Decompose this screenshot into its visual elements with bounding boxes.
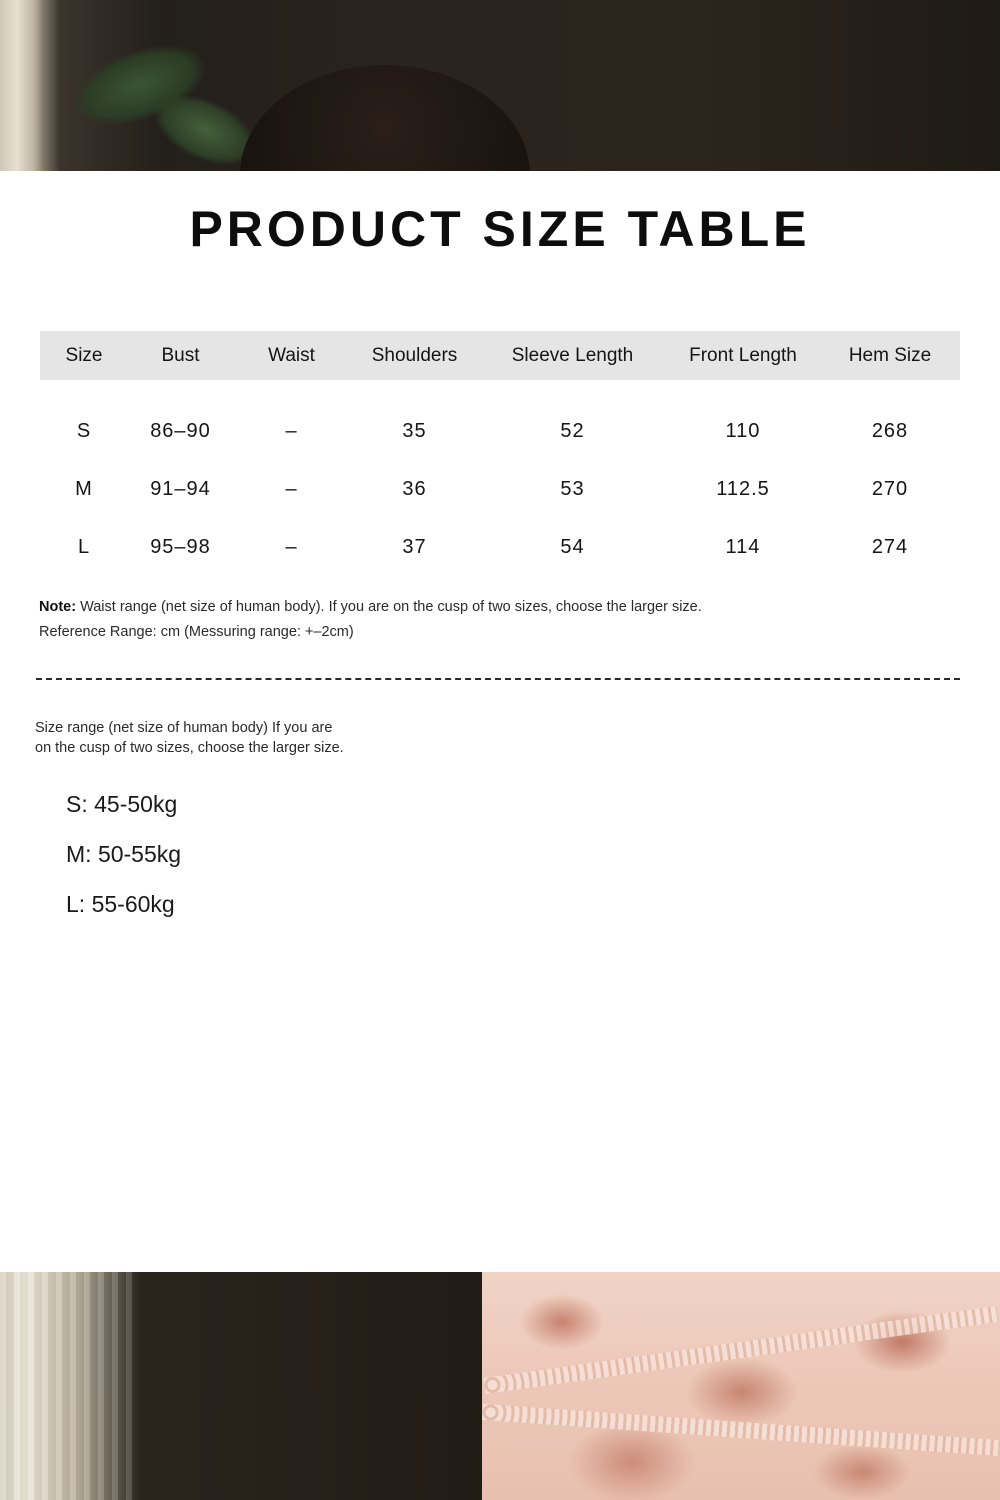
table-cell: 35 bbox=[402, 419, 427, 442]
table-cell: – bbox=[285, 477, 298, 500]
size-table bbox=[40, 331, 960, 576]
table-cell: 268 bbox=[871, 419, 909, 442]
column-header: Hem Size bbox=[820, 331, 960, 380]
column-header: Shoulders bbox=[350, 331, 479, 380]
table-row bbox=[40, 518, 960, 576]
weight-item: L: 55-60kg bbox=[66, 891, 175, 917]
top-product-photo bbox=[0, 0, 1000, 171]
table-cell: 110 bbox=[725, 419, 761, 442]
dress-ruffle bbox=[482, 1404, 1000, 1456]
table-cell: 53 bbox=[560, 477, 585, 500]
size-range-line: Size range (net size of human body) If you are bbox=[35, 720, 333, 736]
table-cell: 37 bbox=[402, 535, 427, 558]
table-cell: 52 bbox=[560, 419, 585, 442]
table-cell: M bbox=[75, 477, 93, 500]
dress-ruffle bbox=[483, 1306, 998, 1394]
note-text: Waist range (net size of human body). If you are on the cusp of two sizes, choose the larger size. bbox=[76, 599, 702, 615]
table-cell: 36 bbox=[402, 477, 427, 500]
page-title: PRODUCT SIZE TABLE bbox=[189, 201, 811, 257]
bottom-product-photo bbox=[0, 1272, 1000, 1500]
table-row bbox=[40, 402, 960, 460]
table-cell: S bbox=[76, 419, 92, 442]
table-header-row bbox=[40, 331, 960, 380]
table-cell: 274 bbox=[871, 535, 909, 558]
table-spacer bbox=[40, 380, 960, 402]
table-cell: 270 bbox=[871, 477, 909, 500]
column-header: Front Length bbox=[666, 331, 820, 380]
table-row bbox=[40, 460, 960, 518]
column-header: Waist bbox=[233, 331, 350, 380]
dashed-divider bbox=[36, 678, 960, 680]
floral-dress bbox=[482, 1272, 1000, 1500]
column-header: Bust bbox=[128, 331, 233, 380]
table-cell: – bbox=[285, 535, 298, 558]
curtain bbox=[0, 1272, 135, 1500]
table-cell: 95–98 bbox=[150, 535, 211, 558]
size-range-line: on the cusp of two sizes, choose the larger size. bbox=[35, 740, 344, 756]
size-note bbox=[39, 595, 702, 645]
size-range-note bbox=[35, 718, 375, 758]
weight-list bbox=[66, 788, 181, 938]
table-cell: – bbox=[285, 419, 298, 442]
table-cell: 91–94 bbox=[150, 477, 211, 500]
table-cell: 112.5 bbox=[716, 477, 770, 500]
column-header: Sleeve Length bbox=[479, 331, 666, 380]
weight-item: S: 45-50kg bbox=[66, 791, 178, 817]
table-cell: L bbox=[77, 535, 91, 558]
reference-range: Reference Range: cm (Messuring range: +–2cm) bbox=[39, 624, 354, 640]
model-hair bbox=[240, 65, 530, 171]
table-cell: 54 bbox=[560, 535, 585, 558]
table-cell: 86–90 bbox=[150, 419, 211, 442]
curtain bbox=[0, 0, 42, 171]
note-label: Note: bbox=[39, 599, 77, 615]
table-cell: 114 bbox=[725, 535, 761, 558]
column-header: Size bbox=[40, 331, 128, 380]
weight-item: M: 50-55kg bbox=[66, 841, 182, 867]
